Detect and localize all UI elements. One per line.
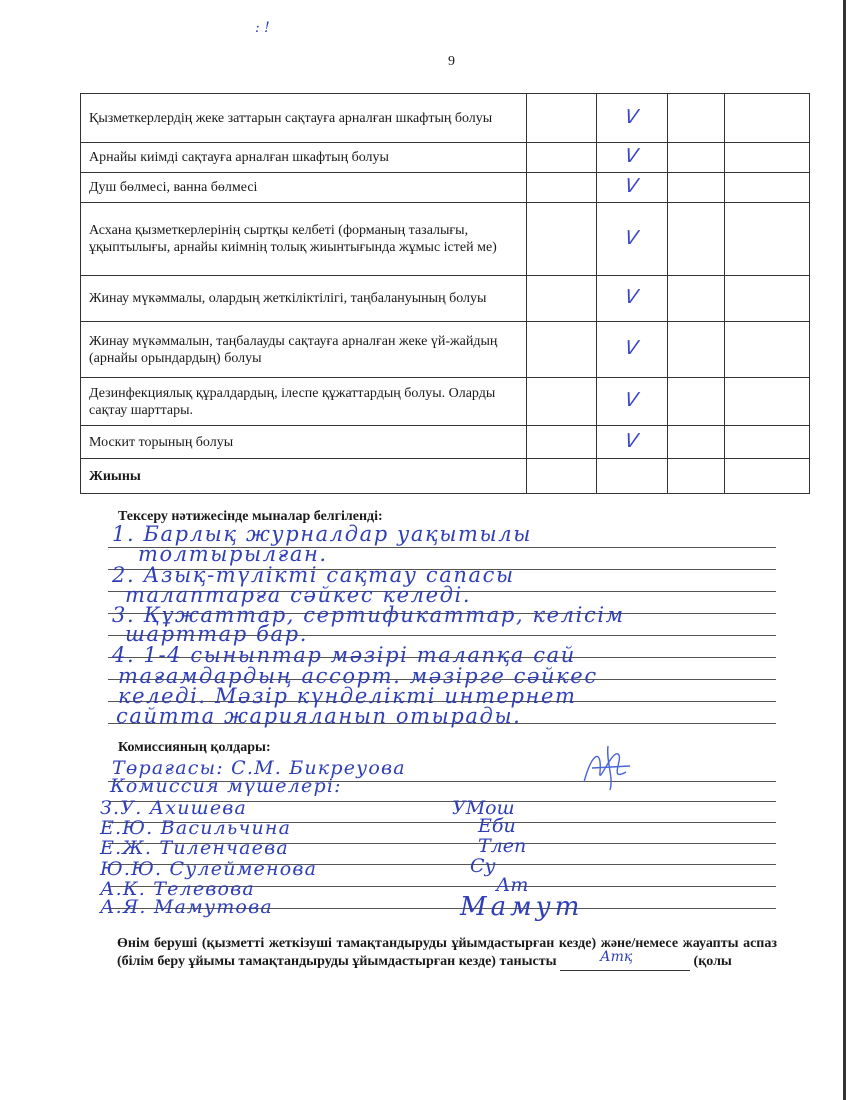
table-row <box>81 378 810 426</box>
criterion-text: Жинау мүкәммалын, таңбалауды сақтауға арналған жеке үй-жайдың (арнайы орындардың) болуы <box>81 322 527 378</box>
member-signature: Ат <box>496 874 529 896</box>
cell <box>667 378 725 426</box>
cell <box>667 94 725 143</box>
cell <box>526 203 597 276</box>
footer-suffix: (қолы <box>693 954 732 969</box>
cell <box>597 322 668 378</box>
handwritten-line: 1. Барлық журналдар уақытылы <box>112 522 532 546</box>
cell <box>526 426 597 459</box>
page-number: 9 <box>448 54 455 69</box>
handwritten-line: шарттар бар. <box>125 622 308 646</box>
member-signature: Мамут <box>460 892 584 922</box>
member-signature: УМош <box>452 797 515 819</box>
criterion-text: Душ бөлмесі, ванна бөлмесі <box>81 173 527 203</box>
cell <box>725 322 810 378</box>
handwritten-line: тағамдардың ассорт. мәзірге сәйкес <box>118 664 598 688</box>
cell <box>667 143 725 173</box>
cell <box>597 459 668 494</box>
handwritten-line: талаптарға сәйкес келеді. <box>125 583 472 607</box>
cell <box>526 94 597 143</box>
cell <box>597 426 668 459</box>
handwritten-line: 4. 1-4 сыныптар мәзірі талапқа сай <box>112 643 576 667</box>
handwritten-line: келеді. Мәзір күнделікті интернет <box>118 684 577 708</box>
member-signature: Тлеп <box>478 835 527 857</box>
scan-edge <box>843 0 846 1100</box>
table-row <box>81 426 810 459</box>
cell <box>667 459 725 494</box>
cell <box>725 173 810 203</box>
cell <box>526 173 597 203</box>
table-row <box>81 143 810 173</box>
cell <box>667 322 725 378</box>
cell <box>725 276 810 322</box>
table-row <box>81 173 810 203</box>
cell <box>725 94 810 143</box>
cell <box>526 459 597 494</box>
chair-signature <box>578 742 636 794</box>
criterion-text: Москит торының болуы <box>81 426 527 459</box>
check-mark: V <box>623 389 641 411</box>
scan-marks: : ! <box>255 20 270 36</box>
cell <box>597 276 668 322</box>
table-row <box>81 276 810 322</box>
table-row <box>81 203 810 276</box>
commission-member: Е.Ю. Васильчина <box>100 817 292 839</box>
criterion-text: Дезинфекциялық құралдардың, ілеспе құжаттардың болуы. Оларды сақтау шарттары. <box>81 378 527 426</box>
check-mark: V <box>623 226 641 249</box>
footer-text: Өнім беруші (қызметті жеткізуші тамақтандыруды ұйымдастырған кезде) және/немесе жауапты аспаз (білім беру ұйымы тамақтандыруды ұйымдастырған кезде) танысты <box>117 936 777 969</box>
cell <box>597 173 668 203</box>
commission-chair: Төрағасы: С.М. Бикреуова <box>112 757 406 779</box>
table-row-total <box>81 459 810 494</box>
criterion-text: Жинау мүкәммалы, олардың жеткіліктілігі, таңбалануының болуы <box>81 276 527 322</box>
checklist-table <box>80 93 810 494</box>
handwritten-line: 3. Құжаттар, сертификаттар, келісім <box>112 603 625 627</box>
cell <box>667 426 725 459</box>
cell <box>725 459 810 494</box>
cell <box>725 378 810 426</box>
commission-heading: Комиссияның қолдары: <box>118 740 271 755</box>
total-label: Жиыны <box>81 459 527 494</box>
check-mark: V <box>623 105 641 128</box>
handwritten-line: сайтта жарияланып отырады. <box>116 704 522 728</box>
footer-signature: Атқ <box>600 949 633 965</box>
member-signature: Еби <box>478 815 516 837</box>
criterion-text: Қызметкерлердің жеке заттарын сақтауға арналған шкафтың болуы <box>81 94 527 143</box>
cell <box>725 203 810 276</box>
table-row <box>81 322 810 378</box>
cell <box>597 203 668 276</box>
handwritten-line: 2. Азық-түлікті сақтау сапасы <box>112 563 515 587</box>
footer-acknowledgement <box>117 935 777 971</box>
commission-member: Ю.Ю. Сулейменова <box>100 858 318 880</box>
check-mark: V <box>623 175 641 197</box>
cell <box>526 378 597 426</box>
cell <box>667 173 725 203</box>
commission-member: А.Я. Мамутова <box>100 896 273 918</box>
cell <box>526 322 597 378</box>
commission-member: Е.Ж. Тиленчаева <box>100 837 289 859</box>
cell <box>725 426 810 459</box>
signature-line <box>560 949 690 971</box>
handwritten-line: толтырылған. <box>138 542 328 566</box>
check-mark: V <box>623 429 641 452</box>
commission-member: А.К. Телевова <box>100 878 255 900</box>
cell <box>667 276 725 322</box>
member-signature: Су <box>470 855 496 877</box>
check-mark: V <box>623 145 641 167</box>
results-heading: Тексеру нәтижесінде мыналар белгіленді: <box>118 509 383 524</box>
cell <box>725 143 810 173</box>
cell <box>597 94 668 143</box>
criterion-text: Асхана қызметкерлерінің сыртқы келбеті (форманың тазалығы, ұқыптылығы, арнайы киімнің толық жиынтығында жұмыс істей ме) <box>81 203 527 276</box>
cell <box>526 143 597 173</box>
check-mark: V <box>623 337 641 359</box>
cell <box>526 276 597 322</box>
cell <box>597 143 668 173</box>
table-row <box>81 94 810 143</box>
cell <box>667 203 725 276</box>
commission-members-label: Комиссия мүшелері: <box>110 775 342 797</box>
check-mark: V <box>623 286 641 308</box>
criterion-text: Арнайы киімді сақтауға арналған шкафтың болуы <box>81 143 527 173</box>
cell <box>597 378 668 426</box>
commission-member: З.У. Ахишева <box>100 797 248 819</box>
